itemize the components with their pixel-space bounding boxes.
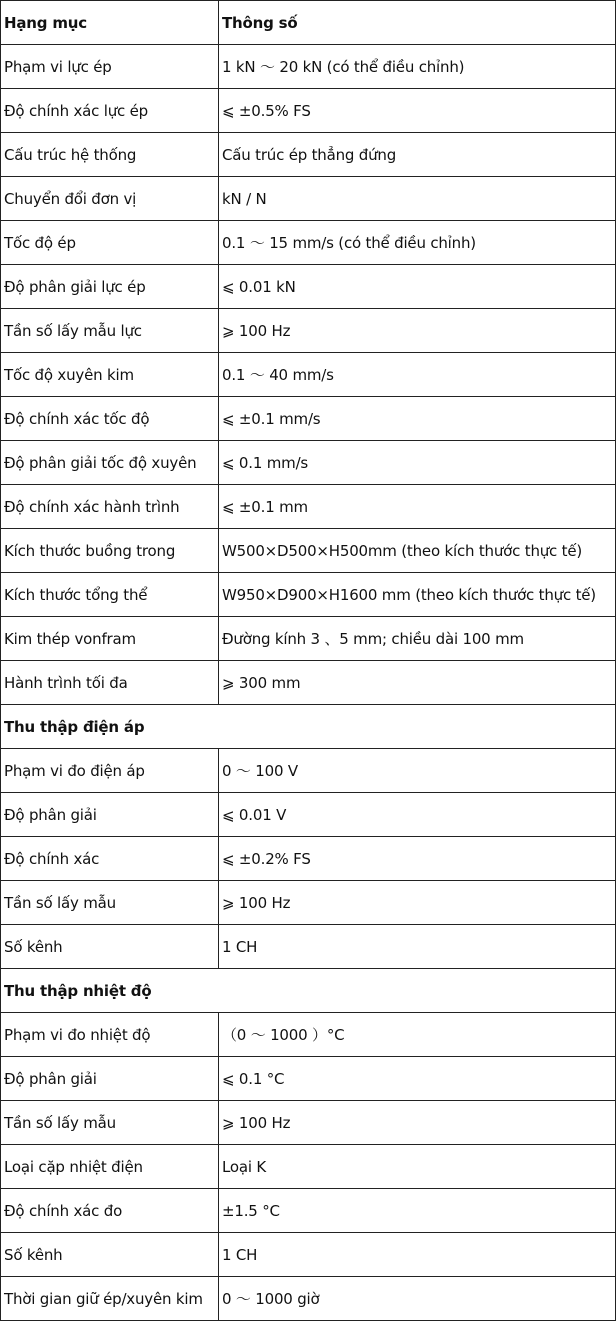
table-row	[1, 1013, 616, 1057]
table-row	[1, 837, 616, 881]
table-row	[1, 661, 616, 705]
cell-value: kN / N	[219, 177, 616, 221]
table-row	[1, 529, 616, 573]
cell-item: Số kênh	[1, 1233, 219, 1277]
cell-item: Tần số lấy mẫu lực	[1, 309, 219, 353]
table-row	[1, 133, 616, 177]
cell-item: Kim thép vonfram	[1, 617, 219, 661]
cell-value: 0.1 ～ 40 mm/s	[219, 353, 616, 397]
cell-item: Tốc độ xuyên kim	[1, 353, 219, 397]
cell-value: ⩽ ±0.1 mm	[219, 485, 616, 529]
cell-value: ⩾ 100 Hz	[219, 309, 616, 353]
cell-item: Thời gian giữ ép/xuyên kim	[1, 1277, 219, 1321]
cell-item: Chuyển đổi đơn vị	[1, 177, 219, 221]
cell-value: W500×D500×H500mm (theo kích thước thực tế)	[219, 529, 616, 573]
table-row	[1, 309, 616, 353]
cell-item: Độ chính xác đo	[1, 1189, 219, 1233]
cell-item: Kích thước tổng thể	[1, 573, 219, 617]
cell-value: （0 ～ 1000 ）°C	[219, 1013, 616, 1057]
table-row	[1, 441, 616, 485]
table-row	[1, 353, 616, 397]
table-row	[1, 881, 616, 925]
section-row-temperature	[1, 969, 616, 1013]
cell-item: Độ phân giải lực ép	[1, 265, 219, 309]
section-row-voltage	[1, 705, 616, 749]
cell-value: 0.1 ～ 15 mm/s (có thể điều chỉnh)	[219, 221, 616, 265]
table-row	[1, 573, 616, 617]
section-title-voltage: Thu thập điện áp	[1, 705, 616, 749]
cell-item: Kích thước buồng trong	[1, 529, 219, 573]
cell-value: ⩽ 0.01 kN	[219, 265, 616, 309]
cell-value: ⩽ ±0.1 mm/s	[219, 397, 616, 441]
cell-item: Độ chính xác	[1, 837, 219, 881]
table-row	[1, 793, 616, 837]
cell-item: Tần số lấy mẫu	[1, 881, 219, 925]
cell-value: ⩽ 0.1 mm/s	[219, 441, 616, 485]
cell-value: ⩽ ±0.5% FS	[219, 89, 616, 133]
table-row	[1, 1101, 616, 1145]
cell-value: 1 CH	[219, 1233, 616, 1277]
cell-item: Phạm vi đo điện áp	[1, 749, 219, 793]
table-row	[1, 749, 616, 793]
cell-value: 1 CH	[219, 925, 616, 969]
header-item: Hạng mục	[1, 1, 219, 45]
cell-value: Cấu trúc ép thẳng đứng	[219, 133, 616, 177]
cell-value: ⩾ 100 Hz	[219, 881, 616, 925]
table-row	[1, 89, 616, 133]
cell-item: Phạm vi lực ép	[1, 45, 219, 89]
cell-value: 0 ～ 100 V	[219, 749, 616, 793]
table-row	[1, 617, 616, 661]
table-row	[1, 925, 616, 969]
cell-value: ⩽ 0.1 °C	[219, 1057, 616, 1101]
table-header-row	[1, 1, 616, 45]
table-row	[1, 45, 616, 89]
cell-item: Loại cặp nhiệt điện	[1, 1145, 219, 1189]
header-value: Thông số	[219, 1, 616, 45]
cell-item: Độ chính xác lực ép	[1, 89, 219, 133]
cell-value: 0 ～ 1000 giờ	[219, 1277, 616, 1321]
table-row	[1, 1189, 616, 1233]
cell-value: ⩽ 0.01 V	[219, 793, 616, 837]
cell-item: Độ phân giải tốc độ xuyên	[1, 441, 219, 485]
section-title-temperature: Thu thập nhiệt độ	[1, 969, 616, 1013]
table-row	[1, 485, 616, 529]
cell-item: Cấu trúc hệ thống	[1, 133, 219, 177]
cell-value: Đường kính 3 、5 mm; chiều dài 100 mm	[219, 617, 616, 661]
table-row	[1, 1145, 616, 1189]
cell-item: Độ chính xác hành trình	[1, 485, 219, 529]
cell-item: Độ chính xác tốc độ	[1, 397, 219, 441]
cell-item: Tốc độ ép	[1, 221, 219, 265]
cell-value: W950×D900×H1600 mm (theo kích thước thực tế)	[219, 573, 616, 617]
table-row	[1, 177, 616, 221]
table-row	[1, 221, 616, 265]
table-row	[1, 1057, 616, 1101]
table-row	[1, 1233, 616, 1277]
table-row	[1, 265, 616, 309]
cell-item: Số kênh	[1, 925, 219, 969]
cell-value: ⩾ 100 Hz	[219, 1101, 616, 1145]
table-row	[1, 397, 616, 441]
cell-value: ±1.5 °C	[219, 1189, 616, 1233]
cell-item: Độ phân giải	[1, 793, 219, 837]
cell-item: Tần số lấy mẫu	[1, 1101, 219, 1145]
cell-value: 1 kN ～ 20 kN (có thể điều chỉnh)	[219, 45, 616, 89]
cell-value: ⩾ 300 mm	[219, 661, 616, 705]
table-row	[1, 1277, 616, 1321]
cell-value: Loại K	[219, 1145, 616, 1189]
cell-item: Độ phân giải	[1, 1057, 219, 1101]
cell-value: ⩽ ±0.2% FS	[219, 837, 616, 881]
cell-item: Hành trình tối đa	[1, 661, 219, 705]
cell-item: Phạm vi đo nhiệt độ	[1, 1013, 219, 1057]
